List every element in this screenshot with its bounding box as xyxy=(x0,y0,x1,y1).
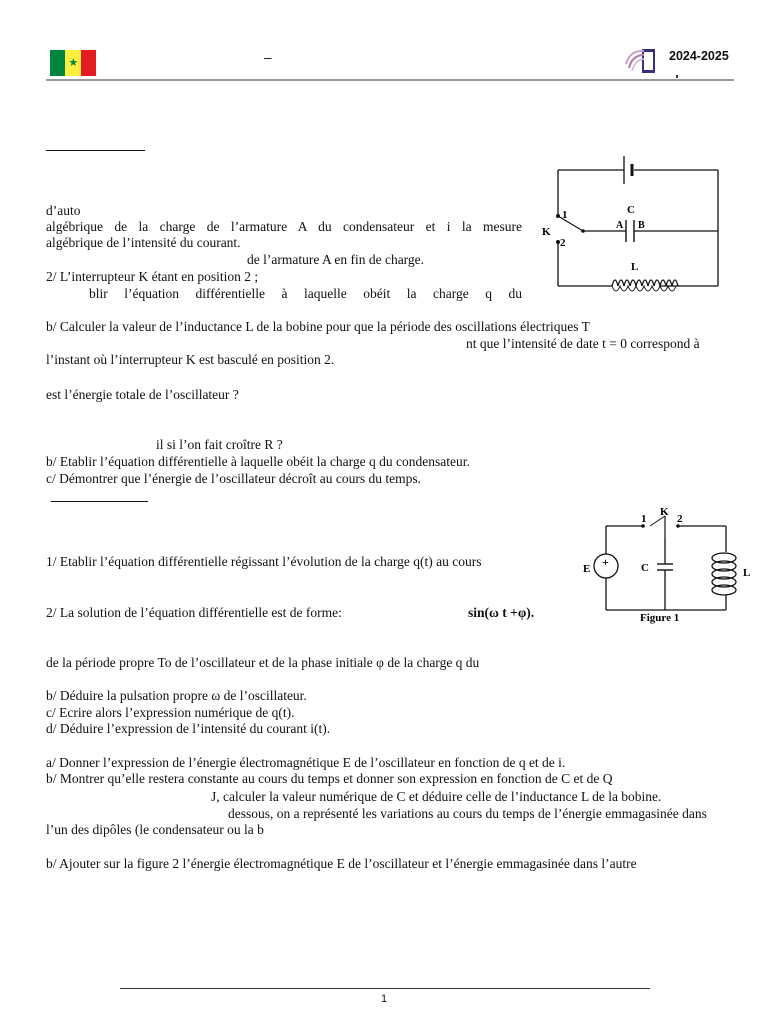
circuit1-label-b: B xyxy=(638,220,645,231)
circuit1-label-1: 1 xyxy=(562,209,568,221)
circuit2-label-k: K xyxy=(660,506,669,518)
circuit2-label-1: 1 xyxy=(641,513,647,525)
ex1-line-9: l’instant où l’interrupteur K est basculé en position 2. xyxy=(46,352,335,367)
ex2-line-9: J, calculer la valeur numérique de C et déduire celle de l’inductance L de la bobine. xyxy=(211,789,662,804)
ex1-line-10: est l’énergie totale de l’oscillateur ? xyxy=(46,387,239,402)
ex1-line-2: algébrique de la charge de l’armature A du condensateur et i la mesure xyxy=(46,219,522,234)
flag-green-stripe xyxy=(50,50,65,76)
header-dot xyxy=(676,75,678,78)
ex1-line-4: de l’armature A en fin de charge. xyxy=(247,252,425,267)
ex2-solution-form: sin(ω t +φ). xyxy=(468,605,535,620)
flag-yellow-stripe xyxy=(65,50,80,76)
ex1-line-1: d’auto xyxy=(46,203,81,218)
header-rule xyxy=(46,79,734,81)
ex1-line-7: b/ Calculer la valeur de l’inductance L de la bobine pour que la période des oscillations électriques T xyxy=(46,319,590,334)
ex2-line-11: l’un des dipôles (le condensateur ou la b xyxy=(46,822,264,837)
footer-rule xyxy=(120,988,650,989)
senegal-flag xyxy=(50,50,96,76)
page-number: 1 xyxy=(380,993,388,1005)
school-year: 2024-2025 xyxy=(669,49,729,63)
ex2-line-8: b/ Montrer qu’elle restera constante au cours du temps et donner son expression en fonction de C et de Q xyxy=(46,771,613,786)
ex2-line-12: b/ Ajouter sur la figure 2 l’énergie électromagnétique E de l’oscillateur et l’énergie emmagasinée dans l’autre xyxy=(46,856,637,871)
ex1-line-6: blir l’équation différentielle à laquelle obéit la charge q du xyxy=(89,286,522,301)
ex2-line-1: 1/ Etablir l’équation différentielle régissant l’évolution de la charge q(t) au cours xyxy=(46,554,482,569)
ex1-line-3: algébrique de l’intensité du courant. xyxy=(46,235,241,250)
circuit1-label-l: L xyxy=(631,261,639,273)
ex2-line-3: de la période propre To de l’oscillateur et de la phase initiale φ de la charge q du xyxy=(46,655,480,670)
ex2-line-2: 2/ La solution de l’équation différentielle est de forme: xyxy=(46,605,342,620)
ex1-line-11: il si l’on fait croître R ? xyxy=(156,437,283,452)
ex1-line-8: nt que l’intensité de date t = 0 correspond à xyxy=(466,336,700,351)
ex1-line-12: b/ Etablir l’équation différentielle à laquelle obéit la charge q du condensateur. xyxy=(46,454,470,469)
circuit2-label-e: E xyxy=(583,563,591,575)
figure-1-caption: Figure 1 xyxy=(640,612,680,624)
circuit-diagram-2 xyxy=(578,502,758,627)
circuit2-label-c: C xyxy=(641,562,649,574)
circuit2-label-l: L xyxy=(743,567,751,579)
circuit1-label-2: 2 xyxy=(560,237,566,249)
ex2-line-10: dessous, on a représenté les variations au cours du temps de l’énergie emmagasinée dans xyxy=(228,806,707,821)
ex2-line-4: b/ Déduire la pulsation propre ω de l’oscillateur. xyxy=(46,688,307,703)
ex2-line-6: d/ Déduire l’expression de l’intensité du courant i(t). xyxy=(46,721,331,736)
school-logo xyxy=(622,46,658,76)
exercise2-title-underline xyxy=(51,501,148,502)
circuit1-label-k: K xyxy=(542,226,551,238)
circuit1-label-a: A xyxy=(616,220,624,231)
ex1-line-5: 2/ L’interrupteur K étant en position 2 ; xyxy=(46,269,259,284)
flag-red-stripe xyxy=(81,50,96,76)
circuit-diagram-1 xyxy=(530,150,730,300)
header-dash: – xyxy=(264,50,272,65)
ex2-line-7: a/ Donner l’expression de l’énergie électromagnétique E de l’oscillateur en fonction de q et de i. xyxy=(46,755,566,770)
circuit1-label-c: C xyxy=(627,204,635,216)
ex1-line-13: c/ Démontrer que l’énergie de l’oscillateur décroît au cours du temps. xyxy=(46,471,421,486)
circuit2-label-2: 2 xyxy=(677,513,683,525)
ex2-line-5: c/ Ecrire alors l’expression numérique de q(t). xyxy=(46,705,295,720)
exercise1-title-underline xyxy=(46,150,145,151)
circuit2-label-plus: + xyxy=(602,555,609,569)
flag-star-icon: ★ xyxy=(68,56,79,69)
